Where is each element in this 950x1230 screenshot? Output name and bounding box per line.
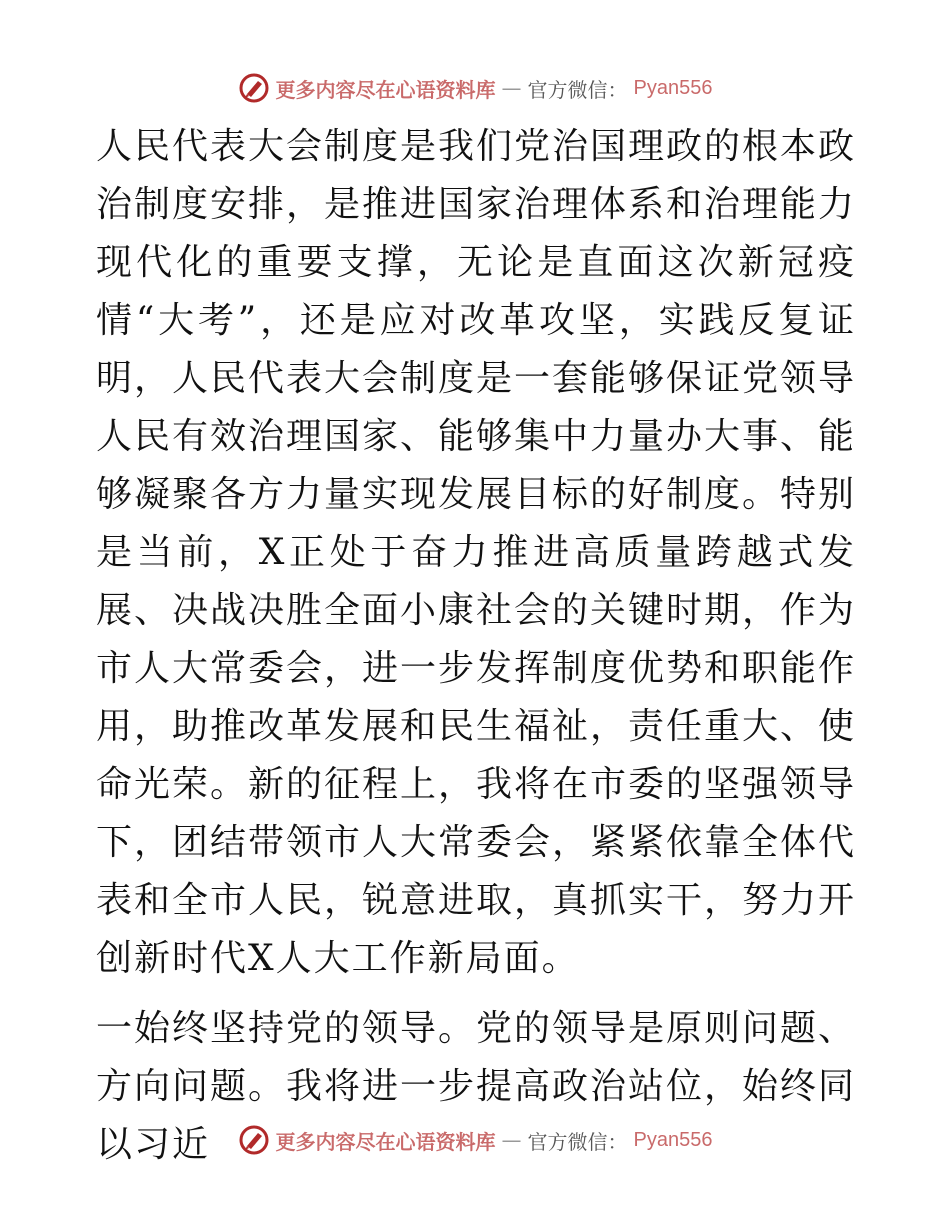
- header-watermark-banner: [0, 72, 950, 104]
- banner-wechat-handle: Pyan556: [633, 1128, 713, 1151]
- banner-main-text: 更多内容尽在心语资料库: [275, 1129, 496, 1154]
- banner-wechat-label: 官方微信：: [527, 1129, 628, 1154]
- banner-dash: —: [501, 1128, 522, 1152]
- document-body: [96, 118, 856, 1174]
- banner-wechat-handle: Pyan556: [633, 76, 713, 99]
- pen-seal-icon: [238, 1124, 270, 1156]
- banner-wechat-label: 官方微信：: [527, 77, 628, 102]
- banner-main-text: 更多内容尽在心语资料库: [275, 77, 496, 102]
- body-paragraph: 一始终坚持党的领导。党的领导是原则问题、方向问题。我将进一步提高政治站位，始终同以习近: [96, 1008, 857, 1165]
- footer-watermark-banner: [0, 1124, 950, 1156]
- pen-seal-icon: [238, 72, 270, 104]
- body-paragraph: 人民代表大会制度是我们党治国理政的根本政治制度安排，是推进国家治理体系和治理能力现代化的重要支撑，无论是直面这次新冠疫情“大考”，还是应对改革攻坚，实践反复证明，人民代表大会制度是一套能够保证党领导人民有效治理国家、能够集中力量办大事、能够凝聚各方力量实现发展目标的好制度。特别是当前，X正处于奋力推进高质量跨越式发展、决战决胜全面小康社会的关键时期，作为市人大常委会，进一步发挥制度优势和职能作用，助推改革发展和民生福祉，责任重大、使命光荣。新的征程上，我将在市委的坚强领导下，团结带领市人大常委会，紧紧依靠全体代表和全市人民，锐意进取，真抓实干，努力开创新时代X人大工作新局面。: [96, 126, 857, 979]
- banner-dash: —: [501, 76, 522, 100]
